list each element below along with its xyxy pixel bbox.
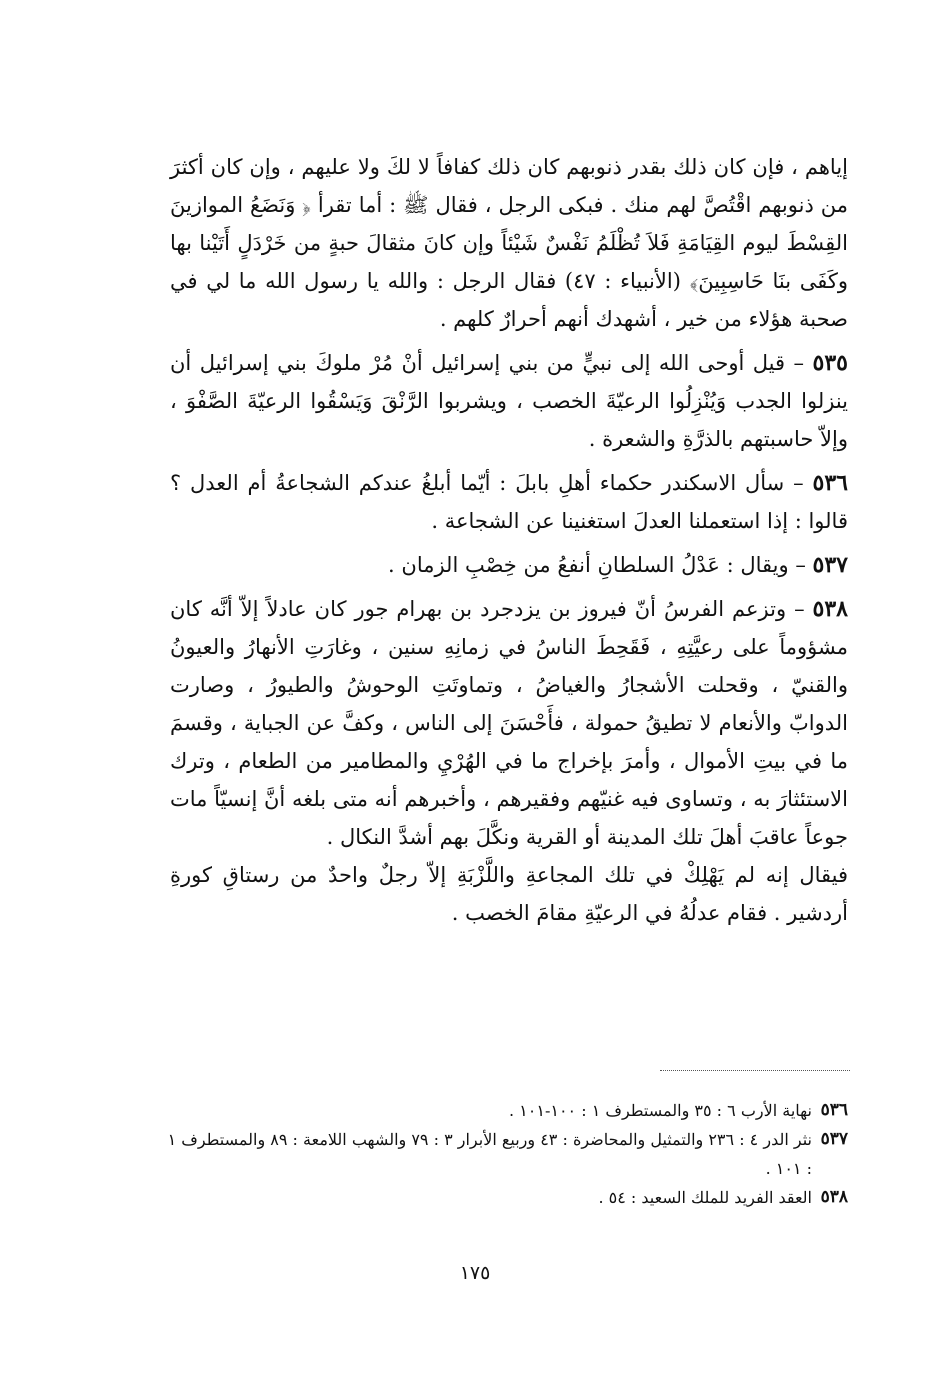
paragraph-text: وتزعم الفرسُ أنّ فيروز بن يزدجرد بن بهرام جور كان عادلاً إلاّ أنَّه كان مشؤوماً على رعيَّتِهِ ، فَقَحِطَ الناسُ في زمانِهِ سنين ، وغارَتِ الأنهارُ والعيونُ والقنيّ ، وقحلت الأشجارُ والغياضُ ، وتماوتَتِ الوحوشُ والطيورُ ، وصارت الدوابّ والأنعام لا تطيقُ حمولة ، فأَحْسَنَ إلى الناس ، وكفَّ عن الجباية ، وقسمَ ما في بيتِ الأموال ، وأمرَ بإخراج ما في الهُرْيِ والمطامير من الطعام ، وترك الاستئثارَ به ، وتساوى فيه غنيّهم وفقيرهم ، وأخبرهم أنه متى بلغه أنَّ إنسيّاً مات جوعاً عاقبَ أهلَ تلك المدينة أو القرية ونكَّلَ بهم أشدَّ النكال . — [170, 597, 848, 849]
paragraph-536 — [170, 464, 848, 540]
paragraph-text-continued: فيقال إنه لم يَهْلِكْ في تلك المجاعةِ واللَّزْبَةِ إلاّ رجلٌ واحدٌ من رستاقِ كورةِ أردشير . فقام عدلُهُ في الرعيّةِ مقامَ الخصب . — [170, 863, 848, 925]
dash: – — [793, 471, 804, 495]
paragraph-number: ٥٣٥ — [812, 350, 848, 376]
paragraph-538 — [170, 590, 848, 932]
footnote-text: نهاية الأرب ٦ : ٣٥ والمستطرف ١ : ١٠٠-١٠١ . — [508, 1101, 812, 1120]
paragraph-intro — [170, 148, 848, 338]
footnote-text: نثر الدر ٤ : ٢٣٦ والتمثيل والمحاضرة : ٤٣ وربيع الأبرار ٣ : ٧٩ والشهب اللامعة : ٨٩ والمستطرف ١ : ١٠١ . — [167, 1130, 812, 1178]
footnote-text: العقد الفريد للملك السعيد : ٥٤ . — [598, 1188, 812, 1207]
paragraph-number: ٥٣٨ — [812, 596, 848, 622]
paragraph-text: سأل الاسكندر حكماء أهلِ بابلَ : أيّما أبلغُ عندكم الشجاعةُ أم العدل ؟ قالوا : إذا استعملنا العدلَ استغنينا عن الشجاعة . — [170, 471, 848, 533]
footnotes — [160, 1096, 848, 1212]
dash: – — [793, 351, 805, 375]
page-number: ١٧٥ — [459, 1262, 491, 1284]
paragraph-number: ٥٣٧ — [812, 552, 848, 578]
footnote-separator — [660, 1070, 850, 1071]
paragraph-text: إياهم ، فإن كان ذلك بقدر ذنوبهم كان ذلك كفافاً لا لكَ ولا عليهم ، وإن كان أكثرَ من ذنوبهم اقْتُصَّ لهم منك . فبكى الرجل ، فقال ﷺ : أما تقرأ ﴿ وَنَضَعُ الموازينَ القِسْطَ ليوم القِيَامَةِ فَلاَ تُظْلَمُ نَفْسٌ شَيْئاً وإن كانَ مثقالَ حبةٍ من خَرْدَلٍ أَتَيْنا بها وكَفَى بنَا حَاسِبِينَ﴾ (الأنبياء : ٤٧) فقال الرجل : والله يا رسول الله ما لي في صحبة هؤلاء من خير ، أشهدك أنهم أحرارٌ كلهم . — [170, 155, 849, 331]
footnote-538 — [160, 1183, 848, 1212]
footnote-number: ٥٣٨ — [820, 1187, 848, 1207]
footnote-536 — [160, 1096, 848, 1125]
footnote-number: ٥٣٦ — [820, 1100, 848, 1120]
paragraph-text: قيل أوحى الله إلى نبيٍّ من بني إسرائيل أنْ مُرْ ملوكَ بني إسرائيل أن ينزلوا الجدب وَيُنْزِلُوا الرعيّةَ الخصب ، ويشربوا الرَّنْقَ وَيَسْقُوا الرعيّةَ الصَّفْوَ ، وإلاّ حاسبتهم بالذرَّةِ والشعرة . — [170, 351, 848, 451]
paragraph-537 — [170, 546, 848, 584]
footnote-537 — [160, 1125, 848, 1183]
main-text — [170, 148, 848, 932]
dash: – — [794, 597, 805, 621]
paragraph-text: ويقال : عَدْلُ السلطانِ أنفعُ من خِصْبِ الزمان . — [388, 553, 789, 577]
paragraph-535 — [170, 344, 848, 458]
footnote-number: ٥٣٧ — [820, 1129, 848, 1149]
dash: – — [795, 553, 806, 577]
paragraph-number: ٥٣٦ — [812, 470, 848, 496]
